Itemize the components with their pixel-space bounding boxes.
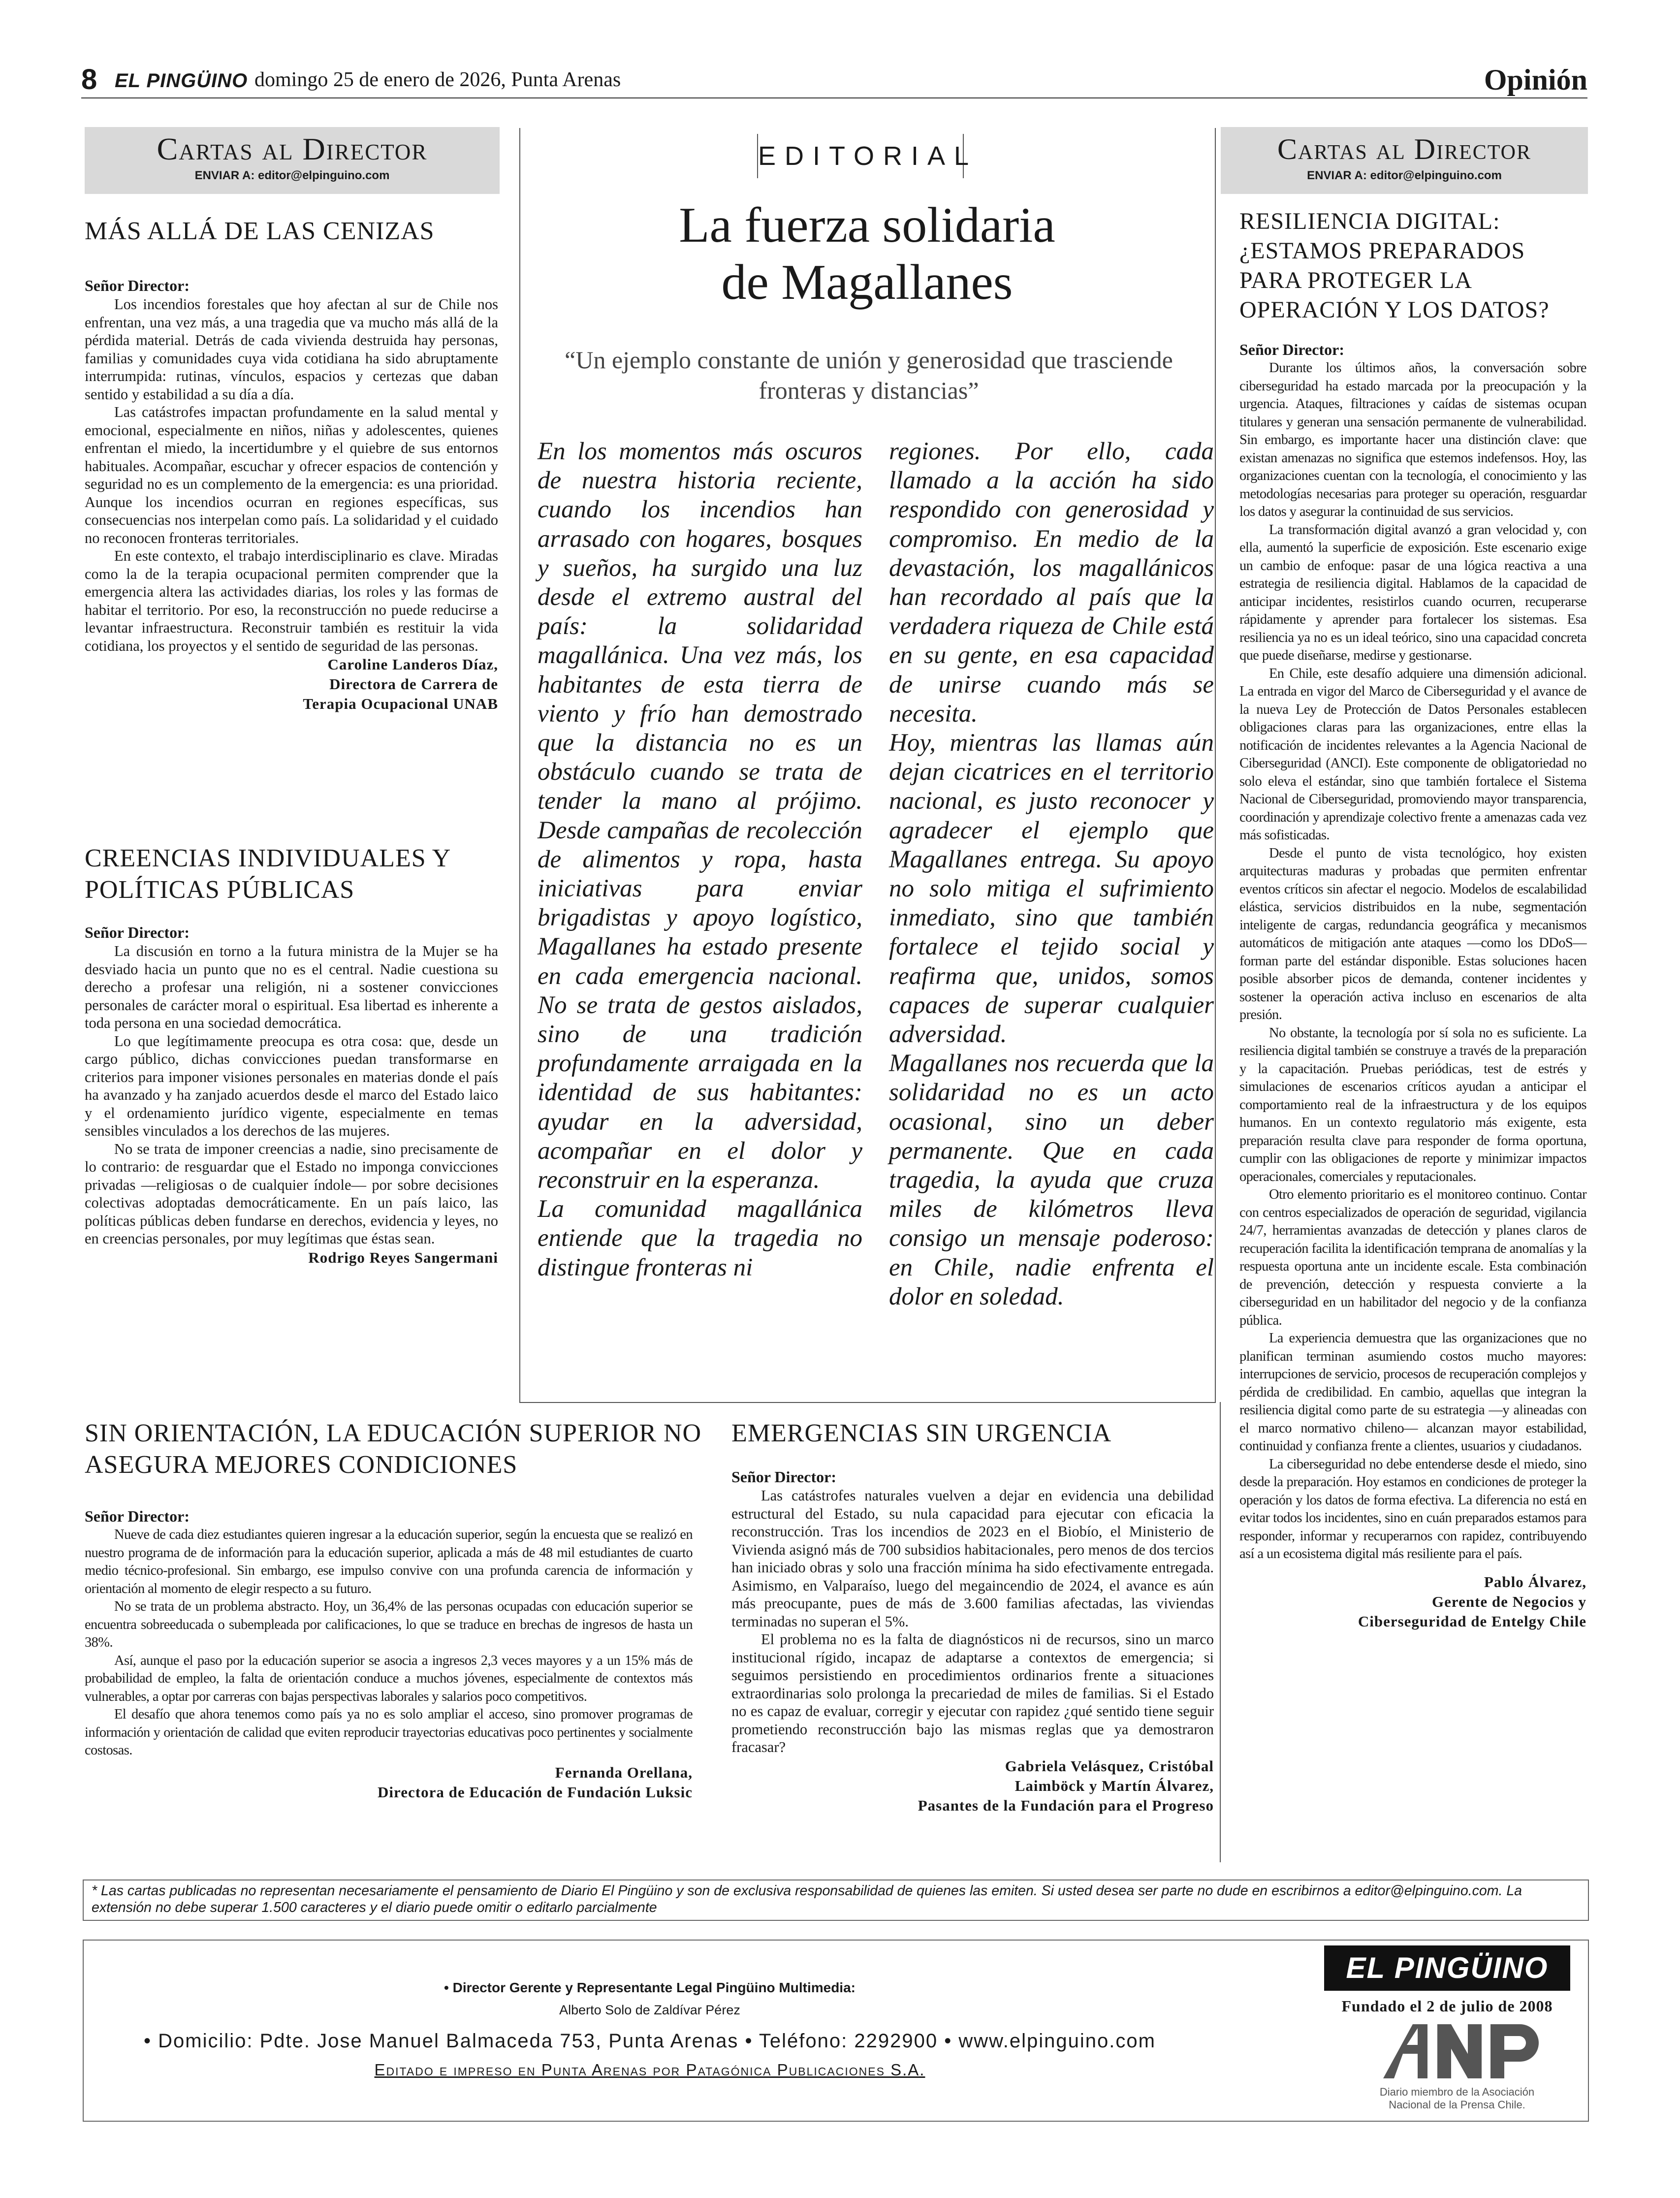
cartas-box-left [85, 127, 500, 194]
paragraph: Otro elemento prioritario es el monitoreo continuo. Contar con centros especializados de operación de seguridad, vigilancia 24/7, herramientas avanzadas de detección y planes claros de recuperación facilita la identificación temprana de anomalías y la respuesta oportuna ante un incidente escale. Esta combinación de prevención, detección y respuesta convierte a la ciberseguridad en un habilitador del negocio y de la confianza pública. [1239, 1187, 1586, 1328]
footer-logo: EL PINGÜINO [1324, 1945, 1570, 1991]
paragraph: Las catástrofes impactan profundamente en la salud mental y emocional, especialmente en niños, niñas y adolescentes, quienes enfrentan el miedo, la incertidumbre y el quiebre de sus entornos habituales. Acompañar, escuchar y ofrecer espacios de contención y seguridad no es un complemento de la emergencia: es una prioridad. Aunque los incendios ocurran en regiones específicas, sus consecuencias nos interpelan como país. La solidaridad y el cuidado no reconocen fronteras territoriales. [85, 404, 498, 546]
section-title: Opinión [1484, 64, 1587, 96]
paragraph: La discusión en torno a la futura ministra de la Mujer se ha desviado hacia un punto que no es el central. Nadie cuestiona su derecho a profesar una religión, ni a sostener convicciones personales de carácter moral o espiritual. Esa libertad es inherente a toda persona en una sociedad democrática. [85, 943, 498, 1031]
letter-signature [85, 655, 498, 714]
cartas-title: Cartas al Director [1277, 133, 1532, 165]
cartas-title: Cartas al Director [157, 131, 428, 166]
paragraph: En este contexto, el trabajo interdisciplinario es clave. Miradas como la de la terapia ocupacional permiten comprender que la emergencia altera las actividades diarias, los roles y las formas de habitar el territorio. Por eso, la reconstrucción no puede reducirse a levantar infraestructura. Reconstruir también es restituir la vida cotidiana, los proyectos y el sentido de seguridad de las personas. [85, 547, 498, 654]
editorial-paragraph: Magallanes nos recuerda que la solidaridad no es un acto ocasional, sino un deber permanente. Que en cada tragedia, la ayuda que cruza miles de kilómetros lleva consigo un mensaje poderoso: en Chile, nadie enfrenta el dolor en soledad. [889, 1050, 1214, 1310]
signature-line: Gerente de Negocios y [1432, 1593, 1586, 1610]
letter-headline: CREENCIAS INDIVIDUALES Y POLÍTICAS PÚBLICAS [85, 844, 450, 904]
editorial-paragraph: En los momentos más oscuros de nuestra historia reciente, cuando los incendios han arrasado con hogares, bosques y sueños, ha surgido una luz desde el extremo austral del país: la solidaridad magallánica. Una vez más, los habitantes de esta tierra de viento y frío han demostrado que la distancia no es un obstáculo cuando se trata de tender la mano al prójimo. Desde campañas de recolección de alimentos y ropa, hasta iniciativas para enviar brigadistas y apoyo logístico, Magallanes ha estado presente en cada emergencia nacional. No se trata de gestos aislados, sino de una tradición profundamente arraigada en la identidad de sus habitantes: ayudar en la adversidad, acompañar en el dolor y reconstruir en la esperanza. [538, 438, 862, 1194]
letter-salutation: Señor Director: [85, 924, 190, 941]
editorial-paragraph: La comunidad magallánica entiende que la tragedia no distingue fronteras ni [538, 1195, 862, 1281]
signature-line: Caroline Landeros Díaz, [327, 656, 498, 673]
letter-body [731, 1487, 1214, 1756]
letter-signature [731, 1756, 1214, 1816]
letter-body [85, 295, 498, 655]
cartas-email: ENVIAR A: editor@elpinguino.com [194, 169, 390, 182]
editorial-label: EDITORIAL [757, 134, 964, 178]
paragraph: Las catástrofes naturales vuelven a dejar en evidencia una debilidad estructural del Estado, su nula capacidad para ejecutar con eficacia la reconstrucción. Tras los incendios de 2023 en el Biobío, el Ministerio de Vivienda asignó más de 700 subsidios habitacionales, pero menos de dos tercios han iniciado obras y solo una fracción mínima ha sido efectivamente entregada. Asimismo, en Valparaíso, luego del megaincendio de 2024, el avance es aún más preocupante, pues de más de 3.600 familias afectadas, las viviendas terminadas no superan el 5%. [731, 1487, 1214, 1630]
letter-signature [85, 1763, 693, 1802]
signature-line: Terapia Ocupacional UNAB [303, 695, 498, 712]
header-date: domingo 25 de enero de 2026, Punta Arenas [254, 68, 621, 91]
letter-salutation: Señor Director: [85, 277, 190, 294]
cartas-box-right [1221, 127, 1588, 194]
letter-signature [85, 1248, 498, 1268]
anp-caption-line: Nacional de la Prensa Chile. [1389, 2099, 1525, 2111]
editorial-title-line: La fuerza solidaria [679, 197, 1055, 253]
letter-headline: SIN ORIENTACIÓN, LA EDUCACIÓN SUPERIOR NO ASEGURA MEJORES CONDICIONES [85, 1419, 702, 1479]
letter-headline: EMERGENCIAS SIN URGENCIA [731, 1419, 1112, 1447]
paragraph: Los incendios forestales que hoy afectan al sur de Chile nos enfrentan, una vez más, a una tragedia que va mucho más allá de la pérdida material. Detrás de cada vivienda destruida hay personas, familias y comunidades cuya vida cotidiana ha sido abruptamente interrumpida: rutinas, vínculos, espacios y certezas que daban sentido y estabilidad a su día a día. [85, 296, 498, 403]
page-number: 8 [81, 64, 97, 96]
signature-line: Pablo Álvarez, [1484, 1573, 1586, 1591]
paragraph: No obstante, la tecnología por sí sola no es suficiente. La resiliencia digital también se construye a través de la preparación y la capacitación. Pruebas periódicas, test de estrés y simulaciones de escenarios críticos ayudan a anticipar el comportamiento real de la infraestructura y de los equipos humanos. En un contexto regulatorio más exigente, esta preparación resulta clave para responder de forma oportuna, cumplir con las obligaciones de reporte y minimizar impactos operacionales, comerciales y reputacionales. [1239, 1025, 1586, 1184]
printer-line: Editado e impreso en Punta Arenas por Patagónica Publicaciones S.A. [374, 2061, 925, 2079]
letter-headline: RESILIENCIA DIGITAL: ¿ESTAMOS PREPARADOS PARA PROTEGER LA OPERACIÓN Y LOS DATOS? [1239, 208, 1550, 323]
editorial-title-line: de Magallanes [721, 255, 1013, 310]
paragraph: La ciberseguridad no debe entenderse desde el miedo, sino desde la preparación. Hoy estamos en condiciones de proteger la operación y los datos de forma efectiva. La diferencia no está en evitar todos los incidentes, sino en cuán preparados estamos para responder, informar y recuperarnos con rapidez, contribuyendo así a un ecosistema digital más resiliente para el país. [1239, 1456, 1586, 1561]
anp-logo-icon [1363, 2019, 1551, 2083]
letter-body [85, 1526, 693, 1760]
editorial-paragraph: Hoy, mientras las llamas aún dejan cicatrices en el territorio nacional, es justo reconocer y agradecer el ejemplo que Magallanes entrega. Su apoyo no solo mitiga el sufrimiento inmediato, sino que también fortalece el tejido social y reafirma que, unidos, somos capaces de superar cualquier adversidad. [889, 729, 1214, 1049]
cartas-email: ENVIAR A: editor@elpinguino.com [1307, 169, 1502, 182]
letter-headline: MÁS ALLÁ DE LAS CENIZAS [85, 217, 435, 245]
paragraph: Así, aunque el paso por la educación superior se asocia a ingresos 2,3 veces mayores y a un 15% más de probabilidad de empleo, la falta de orientación conduce a muchos jóvenes, especialmente de contextos más vulnerables, a optar por carreras con bajas perspectivas laborales y salarios poco competitivos. [85, 1653, 693, 1704]
letter-creencias [85, 923, 498, 1268]
paragraph: El problema no es la falta de diagnósticos ni de recursos, sino un marco institucional rígido, incapaz de adaptarse a contextos de emergencia; si seguimos persistiendo en procedimientos ordinarios frente a situaciones extraordinarias solo prolonga la precariedad de miles de familias. Si el Estado no es capaz de evaluar, corregir y ejecutar con rapidez ¿qué sentido tiene seguir prometiendo reconstrucción bajo las mismas reglas que ya demostraron fracasar? [731, 1631, 1214, 1755]
founded-date: Fundado el 2 de julio de 2008 [1341, 1997, 1553, 2015]
paragraph: No se trata de imponer creencias a nadie, sino precisamente de lo contrario: de resguardar que el Estado no imponga convicciones privadas —religiosas o de cualquier índole— por sobre decisiones colectivas adoptadas democráticamente. En un país laico, las políticas públicas deben fundarse en derechos, evidencia y leyes, no en creencias personales, por muy legítimas que éstas sean. [85, 1140, 498, 1247]
letter-salutation: Señor Director: [731, 1468, 836, 1486]
paragraph: La experiencia demuestra que las organizaciones que no planifican terminan asumiendo costos mucho mayores: interrupciones de servicio, procesos de recuperación complejos y pérdida de credibilidad. En cambio, aquellas que integran la resiliencia digital como parte de su estrategia —y alineadas con el marco normativo chileno— alcanzan mayor estabilidad, continuidad y confianza frente a clientes, usuarios y ciudadanos. [1239, 1331, 1586, 1454]
letter-body [85, 942, 498, 1248]
anp-caption [1363, 2086, 1551, 2111]
letter-signature [1239, 1572, 1586, 1631]
column-rule [1215, 128, 1216, 1403]
letter-cenizas [85, 276, 498, 714]
paragraph: La transformación digital avanzó a gran velocidad y, con ella, aumentó la superficie de exposición. Este escenario exige un cambio de enfoque: pasar de una lógica reactiva a una estrategia de resiliencia digital. Hablamos de la capacidad de anticipar incidentes, resistirlos cuando ocurren, recuperarse rápidamente y aprender para fortalecer los sistemas. Esa resiliencia ya no es un ideal teórico, sino una capacidad concreta que puede diseñarse, medirse y gestionarse. [1239, 522, 1586, 663]
anp-caption-line: Diario miembro de la Asociación [1379, 2086, 1535, 2098]
paragraph: Lo que legítimamente preocupa es otra cosa: que, desde un cargo público, dichas convicciones puedan transformarse en criterios para imponer visiones personales en materias donde el país ha avanzado y ha zanjado acuerdos desde el marco del Estado laico y el ordenamiento jurídico vigente, especialmente en temas sensibles vinculados a los derechos de las mujeres. [85, 1032, 498, 1139]
letter-body [1239, 359, 1586, 1563]
anp-logo-text: ANP [1457, 2082, 1458, 2083]
anp-logo [1363, 2019, 1551, 2118]
editorial-column-2 [889, 437, 1214, 1311]
signature-line: Fernanda Orellana, [555, 1763, 693, 1781]
editorial-paragraph: regiones. Por ello, cada llamado a la acción ha sido respondido con generosidad y compromiso. En medio de la devastación, los magallánicos han recordado al país que la verdadera riqueza de Chile está en su gente, en esa capacidad de unirse cuando más se necesita. [889, 438, 1214, 728]
editorial-bottom-rule [519, 1402, 1216, 1403]
paragraph: Durante los últimos años, la conversación sobre ciberseguridad ha estado marcada por la preocupación y la urgencia. Ataques, filtraciones y caídas de sistemas ocupan titulares y generan una sensación permanente de vulnerabilidad. Sin embargo, es importante hacer una distinción clave: que existan amenazas no significa que estemos indefensos. Hoy, las organizaciones cuentan con la tecnología, el conocimiento y las metodologías necesarias para proteger su operación, resguardar los datos y asegurar la continuidad de sus servicios. [1239, 360, 1586, 519]
letter-salutation: Señor Director: [85, 1507, 190, 1525]
disclaimer: * Las cartas publicadas no representan necesariamente el pensamiento de Diario El Pingüino y son de exclusiva responsabilidad de quienes las emiten. Si usted desea ser parte no dude en escribirnos a editor@elpinguino.com. La extensión no debe superar 1.500 caracteres y el diario puede omitir o editarlo parcialmente [83, 1879, 1589, 1921]
editorial-column-1 [538, 437, 862, 1282]
paragraph: Desde el punto de vista tecnológico, hoy existen arquitecturas maduras y probadas que permiten enfrentar eventos críticos sin afectar el negocio. Modelos de escalabilidad elástica, servicios distribuidos en la nube, segmentación inteligente de cargas, redundancia geográfica y mecanismos automáticos de mitigación ante ataques —como los DDoS— forman parte del estándar disponible. Estas soluciones hacen posible absorber picos de demanda, contener incidentes y sostener la operación activa incluso en escenarios de alta presión. [1239, 845, 1586, 1022]
director-label: • Director Gerente y Representante Legal Pingüino Multimedia: [444, 1980, 856, 1995]
signature-line: Ciberseguridad de Entelgy Chile [1358, 1612, 1586, 1630]
editorial-title [524, 197, 1210, 311]
page-header [81, 63, 1587, 98]
signature-line: Pasantes de la Fundación para el Progreso [918, 1796, 1214, 1814]
header-logo: EL PINGÜINO [115, 70, 248, 92]
paragraph: El desafío que ahora tenemos como país ya no es solo ampliar el acceso, sino promover programas de información y orientación de calidad que eviten reproducir trayectorias educativas poco pertinentes y socialmente costosas. [85, 1707, 693, 1758]
signature-line: Directora de Carrera de [329, 675, 498, 693]
director-name: Alberto Solo de Zaldívar Pérez [559, 2003, 740, 2017]
paragraph: En Chile, este desafío adquiere una dimensión adicional. La entrada en vigor del Marco de Ciberseguridad y el avance de la nueva Ley de Protección de Datos Personales establecen obligaciones claras para las organizaciones, entre ellas la notificación de incidentes relevantes a la Agencia Nacional de Ciberseguridad (ANCI). Este componente de obligatoriedad no solo eleva el estándar, sino que también fortalece el Sistema Nacional de Ciberseguridad, promoviendo mayor transparencia, coordinación y aprendizaje colectivo frente a amenazas cada vez más sofisticadas. [1239, 666, 1586, 843]
imprint-box [83, 1940, 1589, 2122]
column-rule [519, 128, 520, 1403]
letter-salutation: Señor Director: [1239, 341, 1344, 358]
signature-line: Gabriela Velásquez, Cristóbal [1005, 1757, 1214, 1775]
paragraph: No se trata de un problema abstracto. Hoy, un 36,4% de las personas ocupadas con educación superior se encuentra sobreeducada o subempleada por calificaciones, lo que se traduce en brechas de ingresos de hasta un 38%. [85, 1599, 693, 1650]
letter-resiliencia [1239, 340, 1586, 1631]
letter-orientacion [85, 1506, 693, 1802]
address-line: • Domicilio: Pdte. Jose Manuel Balmaceda 753, Punta Arenas • Teléfono: 2292900 • www.elpinguino.com [144, 2030, 1156, 2052]
editorial-quote: “Un ejemplo constante de unión y generosidad que trasciende fronteras y distancias” [565, 346, 1173, 404]
column-rule [1220, 1402, 1221, 1862]
signature-line: Rodrigo Reyes Sangermani [308, 1248, 498, 1266]
letter-emergencias [731, 1467, 1214, 1816]
signature-line: Laimböck y Martín Álvarez, [1014, 1777, 1214, 1794]
signature-line: Directora de Educación de Fundación Luksic [378, 1783, 693, 1801]
paragraph: Nueve de cada diez estudiantes quieren ingresar a la educación superior, según la encuesta que se realizó en nuestro programa de de información para la educación superior, aplicada a más de 48 mil estudiantes de cuarto medio técnico-profesional. Sin embargo, ese impulso convive con una profunda carencia de información y orientación al momento de elegir respecto a su futuro. [85, 1527, 693, 1596]
